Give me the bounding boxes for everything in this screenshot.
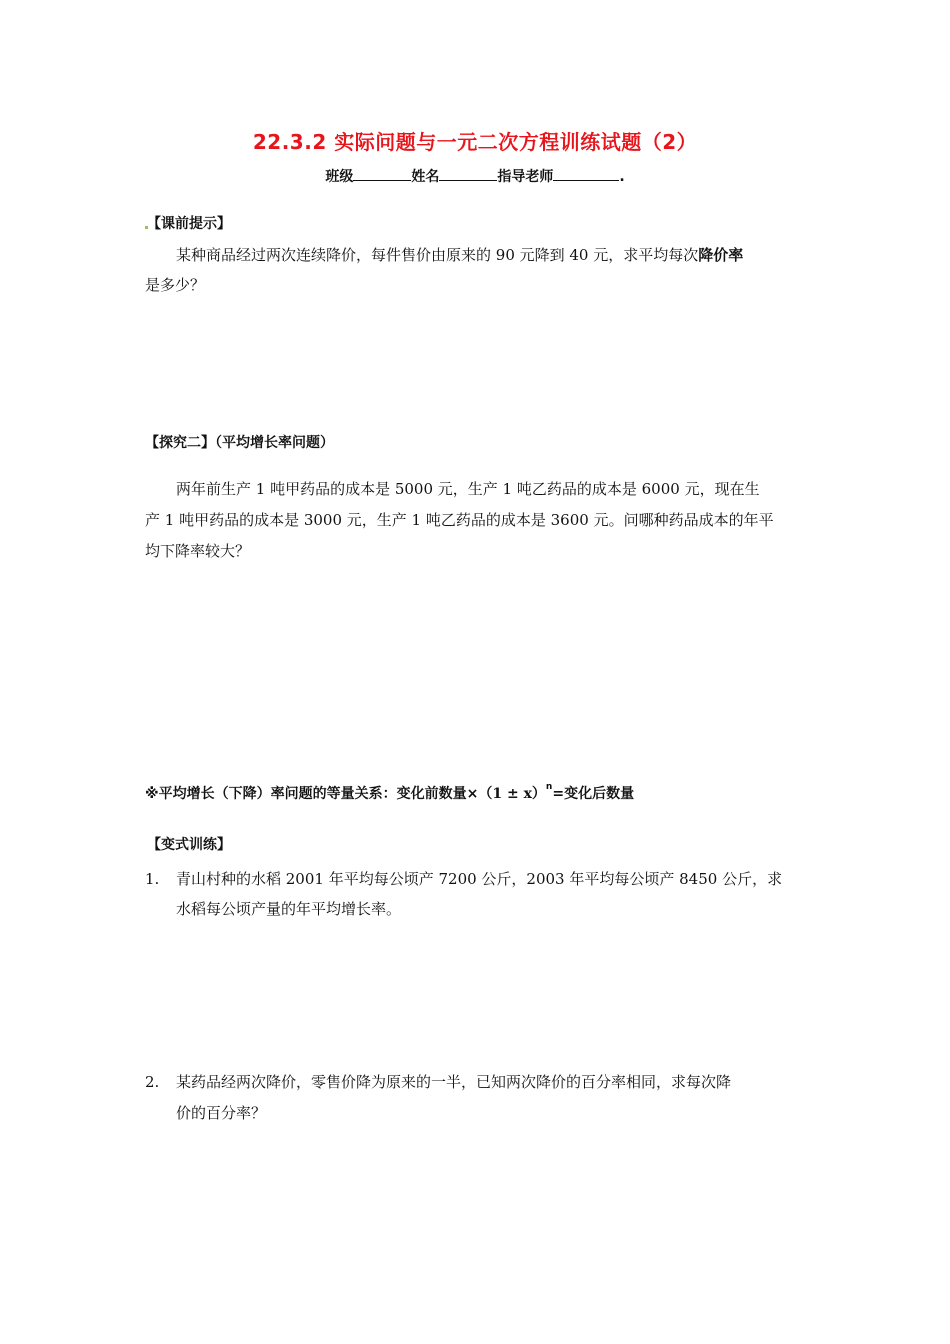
student-info-line: [0, 166, 950, 186]
class-blank: [353, 166, 411, 181]
relation-close-paren: ）: [531, 786, 546, 802]
preview-line-2: 是多少？: [145, 276, 206, 294]
relation-exponent: n: [545, 782, 553, 792]
practice-item-2-line-2: 价的百分率？: [176, 1104, 267, 1122]
relation-formula: [145, 783, 634, 803]
practice-item-1-line-1: 青山村种的水稻 2001 年平均每公顷产 7200 公斤，2003 年平均每公顷产 8450 公斤，求: [176, 870, 783, 888]
practice-item-1-number: 1.: [145, 870, 160, 888]
relation-text-before: ※平均增长（下降）率问题的等量关系：变化前数量×（: [145, 786, 493, 802]
explore2-line-1: 两年前生产 1 吨甲药品的成本是 5000 元，生产 1 吨乙药品的成本是 6000 元，现在生: [176, 480, 760, 498]
page-title: 22.3.2 实际问题与一元二次方程训练试题（2）: [252, 130, 698, 154]
teacher-blank: [553, 166, 619, 181]
explore2-line-2: 产 1 吨甲药品的成本是 3000 元，生产 1 吨乙药品的成本是 3600 元。问哪种药品成本的年平: [145, 511, 774, 529]
preview-text: 某种商品经过两次连续降价，每件售价由原来的 90 元降到 40 元，求平均每次: [176, 246, 699, 264]
preview-line-1: [176, 240, 743, 270]
info-end: .: [619, 169, 625, 185]
relation-text-after: =变化后数量: [552, 786, 635, 802]
explore2-line-3: 均下降率较大？: [145, 542, 251, 560]
name-blank: [439, 166, 497, 181]
explore2-heading: 【探究二】（平均增长率问题）: [145, 435, 334, 451]
relation-expression: 1 ± x: [492, 786, 532, 802]
practice-heading: 【变式训练】: [147, 837, 231, 853]
preview-bold-term: 降价率: [698, 246, 744, 264]
practice-item-1-line-2: 水稻每公顷产量的年平均增长率。: [176, 900, 402, 918]
practice-item-2-number: 2.: [145, 1073, 160, 1091]
name-label: 姓名: [411, 169, 440, 185]
preview-heading: 【课前提示】: [147, 216, 231, 232]
practice-item-2-line-1: 某药品经两次降价，零售价降为原来的一半，已知两次降价的百分率相同，求每次降: [176, 1073, 732, 1091]
teacher-label: 指导老师: [497, 169, 554, 185]
class-label: 班级: [325, 169, 354, 185]
